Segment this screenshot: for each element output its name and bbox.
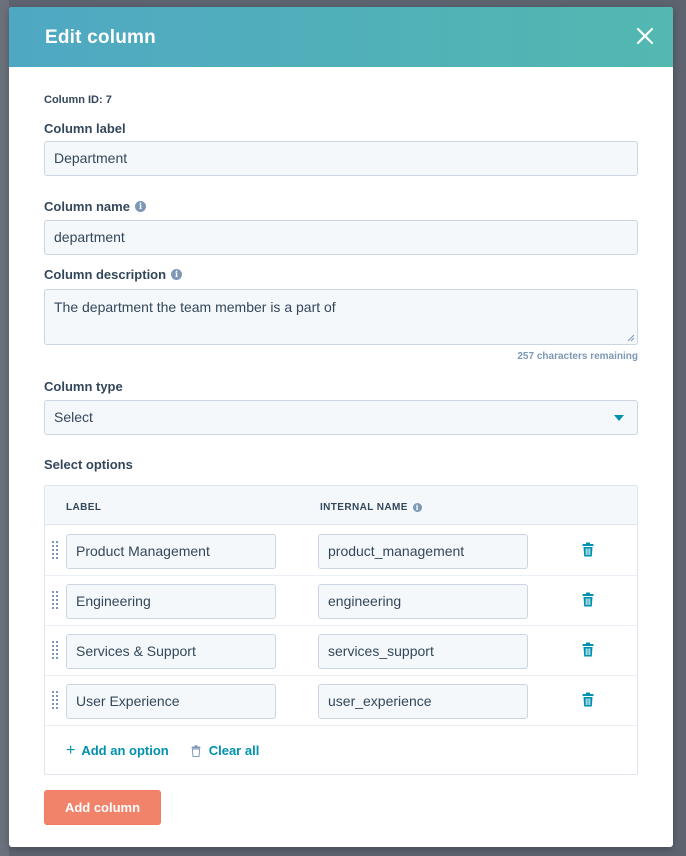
header-label: LABEL: [66, 502, 102, 513]
option-row: [45, 626, 637, 676]
drag-handle-icon[interactable]: [52, 691, 58, 709]
column-id: Column ID: 7: [44, 94, 112, 106]
clear-all-button[interactable]: Clear all: [191, 743, 260, 758]
trash-icon: [191, 745, 201, 757]
trash-icon[interactable]: [582, 542, 594, 557]
option-internal-name-input[interactable]: services_support: [318, 634, 528, 669]
description-text: The department the team member is a part of: [54, 299, 336, 315]
drag-handle-icon[interactable]: [52, 541, 58, 559]
table-header: [45, 486, 637, 525]
resize-grip-icon[interactable]: [627, 334, 635, 342]
add-column-button[interactable]: Add column: [44, 790, 161, 825]
drag-handle-icon[interactable]: [52, 591, 58, 609]
option-internal-name-input[interactable]: user_experience: [318, 684, 528, 719]
modal-header: [9, 7, 673, 67]
plus-icon: +: [66, 742, 76, 759]
option-label-input[interactable]: User Experience: [66, 684, 276, 719]
column-description-textarea[interactable]: [44, 289, 638, 345]
info-icon[interactable]: i: [171, 269, 182, 280]
trash-icon[interactable]: [582, 692, 594, 707]
close-button[interactable]: [635, 26, 655, 46]
chevron-down-icon: [614, 415, 624, 421]
column-name-label: Column name i: [44, 199, 146, 214]
option-label-input[interactable]: Services & Support: [66, 634, 276, 669]
column-name-input[interactable]: department: [44, 220, 638, 255]
option-row: [45, 676, 637, 726]
column-label-input[interactable]: Department: [44, 141, 638, 176]
trash-icon[interactable]: [582, 642, 594, 657]
select-options-label: Select options: [44, 457, 133, 472]
characters-remaining: 257 characters remaining: [517, 351, 638, 362]
edit-column-modal: [9, 7, 673, 847]
info-icon[interactable]: i: [413, 503, 422, 512]
option-internal-name-input[interactable]: engineering: [318, 584, 528, 619]
close-icon: [635, 26, 655, 46]
header-internal-name: INTERNAL NAME i: [320, 502, 422, 513]
drag-handle-icon[interactable]: [52, 641, 58, 659]
option-row: [45, 526, 637, 576]
column-description-label: Column description i: [44, 267, 182, 282]
column-label-label: Column label: [44, 121, 126, 136]
option-internal-name-input[interactable]: product_management: [318, 534, 528, 569]
column-type-select[interactable]: [44, 400, 638, 435]
option-row: [45, 576, 637, 626]
info-icon[interactable]: i: [135, 201, 146, 212]
option-label-input[interactable]: Engineering: [66, 584, 276, 619]
backdrop: [0, 0, 9, 856]
table-actions: [66, 743, 259, 758]
modal-title: Edit column: [45, 27, 156, 48]
select-options-table: [44, 485, 638, 775]
add-option-button[interactable]: + Add an option: [66, 742, 169, 759]
option-label-input[interactable]: Product Management: [66, 534, 276, 569]
column-type-label: Column type: [44, 379, 123, 394]
trash-icon[interactable]: [582, 592, 594, 607]
column-type-value: Select: [54, 409, 93, 425]
